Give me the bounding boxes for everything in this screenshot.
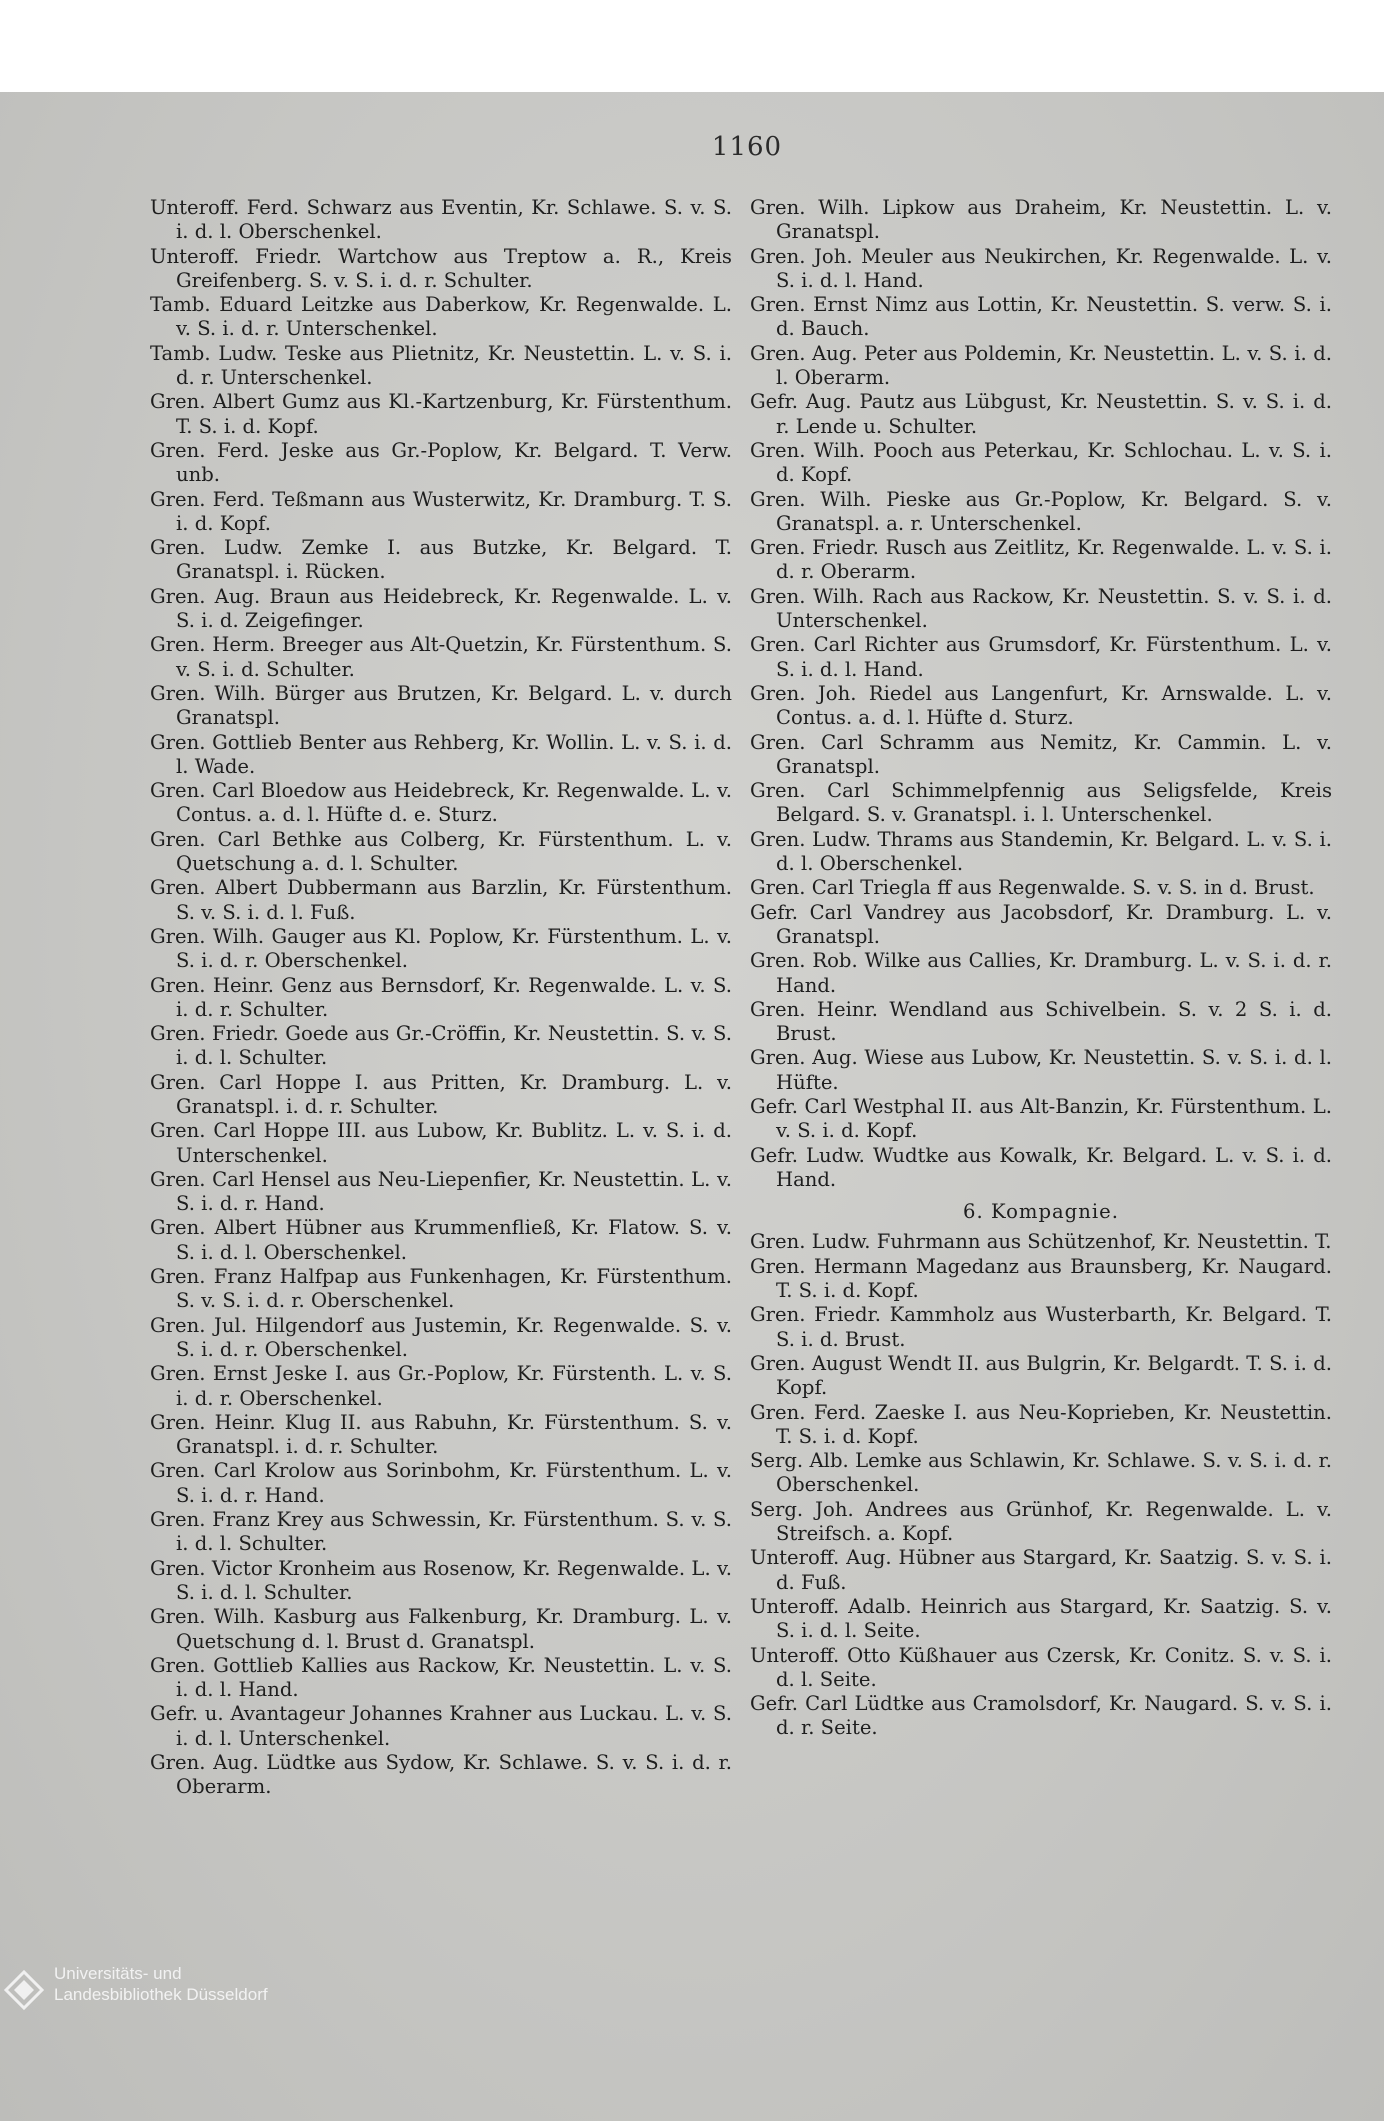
casualty-entry: Gren. Carl Schramm aus Nemitz, Kr. Cammin. L. v. Granatspl. bbox=[750, 730, 1332, 778]
ulb-logo-icon bbox=[2, 1968, 46, 2012]
casualty-entry: Gren. Carl Bloedow aus Heidebreck, Kr. Regenwalde. L. v. Contus. a. d. l. Hüfte d. e. Sturz. bbox=[150, 779, 732, 827]
casualty-entry: Gren. Albert Gumz aus Kl.-Kartzenburg, Kr. Fürstenthum. T. S. i. d. Kopf. bbox=[150, 390, 732, 438]
casualty-entry: Gren. Carl Richter aus Grumsdorf, Kr. Fürstenthum. L. v. S. i. d. l. Hand. bbox=[750, 633, 1332, 681]
casualty-entry: Gren. Ernst Nimz aus Lottin, Kr. Neustettin. S. verw. S. i. d. Bauch. bbox=[750, 293, 1332, 341]
casualty-entry: Gren. Joh. Meuler aus Neukirchen, Kr. Regenwalde. L. v. S. i. d. l. Hand. bbox=[750, 244, 1332, 292]
casualty-entry: Gren. Aug. Braun aus Heidebreck, Kr. Regenwalde. L. v. S. i. d. Zeigefinger. bbox=[150, 584, 732, 633]
casualty-entry: Gren. Ludw. Zemke I. aus Butzke, Kr. Belgard. T. Granatspl. i. Rücken. bbox=[150, 536, 732, 584]
casualty-entry: Gren. Albert Dubbermann aus Barzlin, Kr. Fürstenthum. S. v. S. i. d. l. Fuß. bbox=[150, 876, 732, 924]
casualty-entry: Tamb. Ludw. Teske aus Plietnitz, Kr. Neustettin. L. v. S. i. d. r. Unterschenkel. bbox=[150, 341, 732, 390]
casualty-entry: Gren. Joh. Riedel aus Langenfurt, Kr. Arnswalde. L. v. Contus. a. d. l. Hüfte d. Sturz. bbox=[750, 681, 1332, 730]
casualty-entry: Gren. Friedr. Goede aus Gr.-Cröffin, Kr. Neustettin. S. v. S. i. d. l. Schulter. bbox=[150, 1022, 732, 1070]
library-logo bbox=[0, 1960, 290, 2016]
casualty-entry: Gren. Ferd. Teßmann aus Wusterwitz, Kr. Dramburg. T. S. i. d. Kopf. bbox=[150, 487, 732, 535]
casualty-entry: Gren. Carl Hoppe I. aus Pritten, Kr. Dramburg. L. v. Granatspl. i. d. r. Schulter. bbox=[150, 1070, 732, 1118]
casualty-entry: Gren. Ferd. Zaeske I. aus Neu-Koprieben, Kr. Neustettin. T. S. i. d. Kopf. bbox=[750, 1400, 1332, 1448]
casualty-entry: Gefr. u. Avantageur Johannes Krahner aus Luckau. L. v. S. i. d. l. Unterschenkel. bbox=[150, 1702, 732, 1750]
casualty-entry: Gren. Herm. Breeger aus Alt-Quetzin, Kr. Fürstenthum. S. v. S. i. d. Schulter. bbox=[150, 633, 732, 681]
casualty-entry: Gren. Ernst Jeske I. aus Gr.-Poplow, Kr. Fürstenth. L. v. S. i. d. r. Oberschenkel. bbox=[150, 1362, 732, 1410]
casualty-entry: Serg. Joh. Andrees aus Grünhof, Kr. Regenwalde. L. v. Streifsch. a. Kopf. bbox=[750, 1497, 1332, 1546]
casualty-entry: Unteroff. Friedr. Wartchow aus Treptow a. R., Kreis Greifenberg. S. v. S. i. d. r. Schulter. bbox=[150, 244, 732, 292]
casualty-entry: Gren. Wilh. Rach aus Rackow, Kr. Neustettin. S. v. S. i. d. Unterschenkel. bbox=[750, 584, 1332, 633]
casualty-entry: Gren. Friedr. Kammholz aus Wusterbarth, Kr. Belgard. T. S. i. d. Brust. bbox=[750, 1303, 1332, 1351]
right-column bbox=[750, 196, 1332, 1741]
casualty-entry: Gren. Gottlieb Kallies aus Rackow, Kr. Neustettin. L. v. S. i. d. l. Hand. bbox=[150, 1653, 732, 1702]
casualty-entry: Gren. Wilh. Pooch aus Peterkau, Kr. Schlochau. L. v. S. i. d. Kopf. bbox=[750, 438, 1332, 487]
casualty-entry: Serg. Alb. Lemke aus Schlawin, Kr. Schlawe. S. v. S. i. d. r. Oberschenkel. bbox=[750, 1449, 1332, 1497]
casualty-entry: Gren. Carl Hoppe III. aus Lubow, Kr. Bublitz. L. v. S. i. d. Unterschenkel. bbox=[150, 1119, 732, 1167]
casualty-entry: Tamb. Eduard Leitzke aus Daberkow, Kr. Regenwalde. L. v. S. i. d. r. Unterschenkel. bbox=[150, 293, 732, 341]
casualty-entry: Gren. Wilh. Bürger aus Brutzen, Kr. Belgard. L. v. durch Granatspl. bbox=[150, 681, 732, 730]
casualty-entry: Gren. Hermann Magedanz aus Braunsberg, Kr. Naugard. T. S. i. d. Kopf. bbox=[750, 1254, 1332, 1303]
casualty-entry: Gren. Rob. Wilke aus Callies, Kr. Dramburg. L. v. S. i. d. r. Hand. bbox=[750, 949, 1332, 997]
right-column-top bbox=[750, 196, 1332, 1192]
casualty-entry: Gren. Franz Krey aus Schwessin, Kr. Fürstenthum. S. v. S. i. d. l. Schulter. bbox=[150, 1508, 732, 1556]
casualty-entry: Gren. Heinr. Genz aus Bernsdorf, Kr. Regenwalde. L. v. S. i. d. r. Schulter. bbox=[150, 973, 732, 1021]
casualty-entry: Gren. Heinr. Klug II. aus Rabuhn, Kr. Fürstenthum. S. v. Granatspl. i. d. r. Schulter. bbox=[150, 1410, 732, 1459]
casualty-entry: Gefr. Carl Westphal II. aus Alt-Banzin, Kr. Fürstenthum. L. v. S. i. d. Kopf. bbox=[750, 1094, 1332, 1143]
page-number: 1160 bbox=[711, 132, 783, 162]
casualty-entry: Gren. Carl Schimmelpfennig aus Seligsfelde, Kreis Belgard. S. v. Granatspl. i. l. Unterschenkel. bbox=[750, 779, 1332, 827]
casualty-entry: Unteroff. Adalb. Heinrich aus Stargard, Kr. Saatzig. S. v. S. i. d. l. Seite. bbox=[750, 1594, 1332, 1643]
casualty-entry: Gren. Franz Halfpap aus Funkenhagen, Kr. Fürstenthum. S. v. S. i. d. r. Oberschenkel. bbox=[150, 1265, 732, 1313]
casualty-entry: Gefr. Carl Vandrey aus Jacobsdorf, Kr. Dramburg. L. v. Granatspl. bbox=[750, 900, 1332, 948]
casualty-entry: Gefr. Ludw. Wudtke aus Kowalk, Kr. Belgard. L. v. S. i. d. Hand. bbox=[750, 1143, 1332, 1191]
casualty-entry: Gren. Wilh. Pieske aus Gr.-Poplow, Kr. Belgard. S. v. Granatspl. a. r. Unterschenkel. bbox=[750, 487, 1332, 535]
casualty-entry: Gren. Heinr. Wendland aus Schivelbein. S. v. 2 S. i. d. Brust. bbox=[750, 997, 1332, 1046]
casualty-entry: Unteroff. Ferd. Schwarz aus Eventin, Kr. Schlawe. S. v. S. i. d. l. Oberschenkel. bbox=[150, 196, 732, 244]
casualty-entry: Gren. Carl Bethke aus Colberg, Kr. Fürstenthum. L. v. Quetschung a. d. l. Schulter. bbox=[150, 827, 732, 876]
casualty-entry: Gren. Ferd. Jeske aus Gr.-Poplow, Kr. Belgard. T. Verw. unb. bbox=[150, 438, 732, 487]
casualty-entry: Gren. Friedr. Rusch aus Zeitlitz, Kr. Regenwalde. L. v. S. i. d. r. Oberarm. bbox=[750, 536, 1332, 584]
casualty-entry: Gren. Carl Hensel aus Neu-Liepenfier, Kr. Neustettin. L. v. S. i. d. r. Hand. bbox=[150, 1167, 732, 1216]
left-column bbox=[150, 196, 732, 1800]
casualty-entry: Gren. Jul. Hilgendorf aus Justemin, Kr. Regenwalde. S. v. S. i. d. r. Oberschenkel. bbox=[150, 1313, 732, 1361]
casualty-entry: Gren. Aug. Peter aus Poldemin, Kr. Neustettin. L. v. S. i. d. l. Oberarm. bbox=[750, 341, 1332, 390]
casualty-entry: Gren. Aug. Lüdtke aus Sydow, Kr. Schlawe. S. v. S. i. d. r. Oberarm. bbox=[150, 1751, 732, 1799]
casualty-entry: Gren. Ludw. Fuhrmann aus Schützenhof, Kr. Neustettin. T. bbox=[750, 1230, 1332, 1254]
casualty-entry: Gefr. Carl Lüdtke aus Cramolsdorf, Kr. Naugard. S. v. S. i. d. r. Seite. bbox=[750, 1692, 1332, 1740]
casualty-entry: Gren. Gottlieb Benter aus Rehberg, Kr. Wollin. L. v. S. i. d. l. Wade. bbox=[150, 730, 732, 778]
casualty-entry: Gren. Carl Triegla ff aus Regenwalde. S. v. S. in d. Brust. bbox=[750, 876, 1315, 900]
casualty-entry: Gren. Albert Hübner aus Krummenfließ, Kr. Flatow. S. v. S. i. d. l. Oberschenkel. bbox=[150, 1216, 732, 1264]
casualty-entry: Gren. August Wendt II. aus Bulgrin, Kr. Belgardt. T. S. i. d. Kopf. bbox=[750, 1351, 1332, 1400]
casualty-entry: Gren. Carl Krolow aus Sorinbohm, Kr. Fürstenthum. L. v. S. i. d. r. Hand. bbox=[150, 1459, 732, 1507]
casualty-entry: Gren. Wilh. Lipkow aus Draheim, Kr. Neustettin. L. v. Granatspl. bbox=[750, 196, 1332, 244]
casualty-entry: Unteroff. Otto Küßhauer aus Czersk, Kr. Conitz. S. v. S. i. d. l. Seite. bbox=[750, 1643, 1332, 1691]
company-heading: 6. Kompagnie. bbox=[963, 1200, 1119, 1224]
casualty-entry: Gren. Ludw. Thrams aus Standemin, Kr. Belgard. L. v. S. i. d. l. Oberschenkel. bbox=[750, 827, 1332, 876]
casualty-entry: Gren. Wilh. Kasburg aus Falkenburg, Kr. Dramburg. L. v. Quetschung d. l. Brust d. Granatspl. bbox=[150, 1605, 732, 1653]
casualty-entry: Gren. Victor Kronheim aus Rosenow, Kr. Regenwalde. L. v. S. i. d. l. Schulter. bbox=[150, 1556, 732, 1604]
casualty-entry: Gefr. Aug. Pautz aus Lübgust, Kr. Neustettin. S. v. S. i. d. r. Lende u. Schulter. bbox=[750, 390, 1332, 438]
library-name-line2: Landesbibliothek Düsseldorf bbox=[54, 1985, 268, 2004]
casualty-entry: Unteroff. Aug. Hübner aus Stargard, Kr. Saatzig. S. v. S. i. d. Fuß. bbox=[750, 1546, 1332, 1594]
library-name-line1: Universitäts- und bbox=[54, 1964, 182, 1983]
right-column-bottom bbox=[750, 1230, 1332, 1740]
casualty-entry: Gren. Aug. Wiese aus Lubow, Kr. Neustettin. S. v. S. i. d. l. Hüfte. bbox=[750, 1046, 1332, 1094]
casualty-entry: Gren. Wilh. Gauger aus Kl. Poplow, Kr. Fürstenthum. L. v. S. i. d. r. Oberschenkel. bbox=[150, 924, 732, 973]
